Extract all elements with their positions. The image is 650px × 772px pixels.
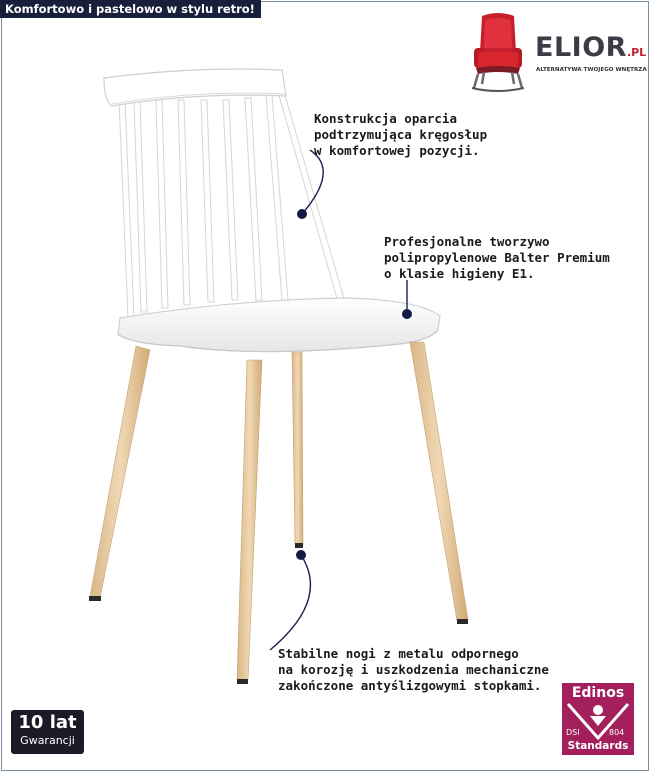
certificate-label: Standards xyxy=(567,740,629,752)
callout-legs: Stabilne nogi z metalu odpornego na korozję i uszkodzenia mechaniczne zakończone antyślizgowymi stopkami. xyxy=(278,646,549,693)
backrest-spindles xyxy=(119,92,345,318)
warranty-badge xyxy=(11,710,84,754)
certificate-number: 804 xyxy=(609,728,625,737)
crest-rail xyxy=(104,69,286,106)
certificate-code: DSI xyxy=(566,728,580,737)
front-middle-leg xyxy=(237,360,262,684)
warranty-label: Gwarancji xyxy=(20,734,75,747)
callout-dot-legs xyxy=(296,550,306,560)
callout-line-legs xyxy=(270,555,310,650)
tagline-banner: Komfortowo i pastelowo w stylu retro! xyxy=(0,0,261,18)
certificate-brand: Edinos xyxy=(571,685,625,701)
callout-dot-backrest xyxy=(297,209,307,219)
brand-tld: .PL xyxy=(626,46,647,59)
front-right-leg xyxy=(410,342,468,624)
certificate-badge xyxy=(562,683,634,755)
callout-seat-material: Profesjonalne tworzywo polipropylenowe Balter Premium o klasie higieny E1. xyxy=(384,234,610,281)
callout-dot-seat xyxy=(402,309,412,319)
brand-slogan: ALTERNATYWA TWOJEGO WNĘTRZA xyxy=(536,67,647,73)
front-left-leg xyxy=(89,346,150,601)
warranty-years: 10 lat xyxy=(18,712,77,733)
callout-backrest: Konstrukcja oparcia podtrzymująca kręgosłup w komfortowej pozycji. xyxy=(314,111,488,158)
brand-name: ELIOR xyxy=(535,32,627,63)
back-right-leg xyxy=(292,352,303,548)
